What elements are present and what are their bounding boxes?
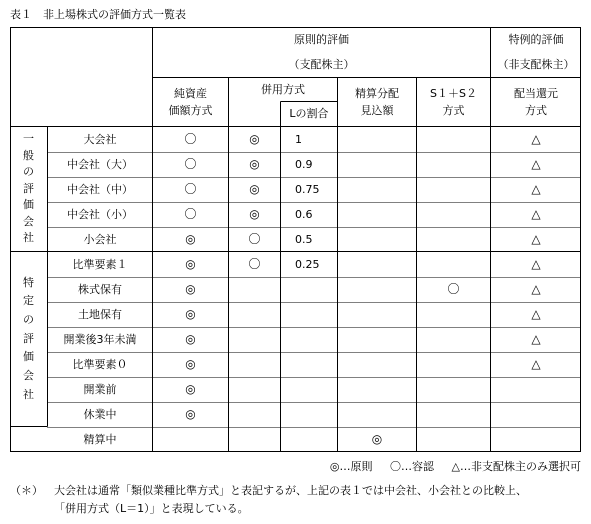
row-label: 休業中 (83, 407, 117, 421)
cell-comb (229, 427, 280, 452)
footnote-mark: （＊） (10, 484, 43, 497)
group-char: 会 (23, 369, 34, 383)
footnote (10, 482, 527, 517)
cell-l (281, 402, 337, 427)
header-liquidation-line1: 精算分配 (355, 86, 399, 100)
cell-liq (338, 177, 416, 202)
cell-l: 0.6 (295, 207, 313, 221)
row-label: 精算中 (83, 432, 117, 446)
cell-liq (338, 402, 416, 427)
header-special: 特例的評価 (508, 32, 564, 46)
cell-l (281, 352, 337, 377)
cell-net: 〇 (184, 131, 197, 146)
cell-div (491, 427, 581, 452)
cell-s1s2 (417, 302, 490, 327)
cell-div (491, 402, 581, 427)
cell-comb (229, 327, 280, 352)
cell-liq (338, 302, 416, 327)
cell-div (491, 377, 581, 402)
cell-net: ◎ (185, 381, 196, 396)
header-s1s2-line1: S１＋S２ (430, 86, 477, 100)
cell-div: △ (531, 156, 541, 171)
group-char: 特 (23, 275, 34, 289)
header-liquidation (338, 78, 416, 126)
row-label: 大会社 (83, 132, 117, 146)
header-dividend-line1: 配当還元 (514, 86, 558, 100)
group-char: 定 (23, 294, 34, 308)
cell-net: 〇 (184, 206, 197, 221)
cell-liq (338, 252, 416, 277)
row-label: 土地保有 (78, 307, 122, 321)
cell-comb: ◎ (249, 181, 260, 196)
cell-l: 0.75 (295, 182, 320, 196)
row-label: 開業前 (83, 382, 117, 396)
header-special-sub: （非支配株主） (497, 57, 575, 71)
legend-nonctrl: △…非支配株主のみ選択可 (451, 460, 581, 473)
cell-net: ◎ (185, 231, 196, 246)
cell-liq (338, 127, 416, 152)
legend (316, 458, 581, 474)
header-net-assets-line1: 純資産 (174, 86, 207, 100)
cell-l (281, 302, 337, 327)
cell-comb: 〇 (248, 231, 261, 246)
cell-comb (229, 352, 280, 377)
cell-div: △ (531, 206, 541, 221)
row-label: 株式保有 (78, 282, 122, 296)
cell-div: △ (531, 356, 541, 371)
header-principle-sub: （支配株主） (288, 57, 355, 71)
cell-liq (338, 352, 416, 377)
cell-liq (338, 202, 416, 227)
group-char: 価 (23, 198, 34, 212)
cell-comb: 〇 (248, 256, 261, 271)
valuation-table (10, 27, 581, 452)
cell-s1s2 (417, 402, 490, 427)
row-label: 中会社（大） (67, 157, 133, 171)
group-char: 社 (23, 231, 34, 245)
row-label: 中会社（中） (67, 182, 133, 196)
cell-net (153, 427, 228, 452)
cell-comb (229, 402, 280, 427)
group-char: の (23, 165, 34, 179)
cell-net: ◎ (185, 281, 196, 296)
cell-s1s2 (417, 152, 490, 177)
cell-s1s2 (417, 227, 490, 252)
cell-l: 0.25 (295, 257, 320, 271)
row-label: 小会社 (83, 232, 117, 246)
group-char: 般 (23, 148, 34, 162)
cell-liq (338, 327, 416, 352)
row-label: 比準要素０ (72, 357, 128, 371)
cell-net: ◎ (185, 256, 196, 271)
cell-liq (338, 152, 416, 177)
header-s1s2 (417, 78, 490, 126)
cell-liq (338, 377, 416, 402)
group-char: 評 (23, 181, 34, 195)
group-general-label (10, 127, 47, 251)
cell-div: △ (531, 331, 541, 346)
cell-div: △ (531, 281, 541, 296)
header-combined: 併用方式 (261, 82, 305, 96)
group-char: 社 (23, 387, 34, 401)
row-label: 比準要素１ (72, 257, 128, 271)
cell-s1s2 (417, 127, 490, 152)
footnote-line1: 大会社は通常「類似業種比準方式」と表記するが、上記の表１では中会社、小会社との比較上、 (54, 484, 527, 497)
header-liquidation-line2: 見込額 (360, 104, 394, 117)
table-caption: 表１ 非上場株式の評価方式一覧表 (10, 8, 186, 21)
cell-comb: ◎ (249, 131, 260, 146)
legend-principle: ◎…原則 (329, 460, 373, 473)
cell-div: △ (531, 231, 541, 246)
cell-s1s2: 〇 (447, 281, 460, 296)
header-principle: 原則的評価 (294, 32, 349, 46)
group-char: 一 (23, 132, 34, 146)
cell-l: 0.9 (295, 157, 313, 171)
cell-net: ◎ (185, 331, 196, 346)
cell-l: 0.5 (295, 232, 313, 246)
group-char: の (23, 312, 34, 326)
row-label: 中会社（小） (67, 207, 133, 221)
cell-div: △ (531, 131, 541, 146)
cell-l (281, 327, 337, 352)
footnote-line2: 「併用方式（L＝1）」と表現している。 (54, 501, 249, 515)
cell-l: 1 (295, 132, 302, 146)
cell-liq: ◎ (371, 431, 383, 446)
group-specific-label (10, 252, 47, 426)
cell-l (281, 277, 337, 302)
header-l-ratio: Lの割合 (289, 107, 329, 121)
cell-l (281, 427, 337, 452)
cell-net: ◎ (185, 306, 196, 321)
cell-comb: ◎ (249, 156, 260, 171)
header-s1s2-line2: 方式 (442, 104, 465, 117)
header-net-assets-line2: 価額方式 (168, 104, 213, 117)
cell-l (281, 377, 337, 402)
row-label: 開業後3年未満 (63, 332, 137, 346)
cell-liq (338, 277, 416, 302)
cell-s1s2 (417, 327, 490, 352)
header-dividend-line2: 方式 (525, 104, 547, 117)
group-char: 会 (23, 214, 34, 228)
header-dividend (491, 78, 581, 126)
legend-allowed: 〇…容認 (390, 460, 435, 473)
cell-net: 〇 (184, 181, 197, 196)
cell-s1s2 (417, 377, 490, 402)
cell-comb (229, 302, 280, 327)
cell-net: ◎ (185, 356, 196, 371)
cell-net: 〇 (184, 156, 197, 171)
cell-s1s2 (417, 252, 490, 277)
cell-net: ◎ (185, 406, 196, 421)
cell-s1s2 (417, 427, 490, 452)
cell-div: △ (531, 306, 541, 321)
cell-comb (229, 377, 280, 402)
cell-div: △ (531, 256, 541, 271)
cell-comb: ◎ (249, 206, 260, 221)
cell-div: △ (531, 181, 541, 196)
header-net-assets (153, 78, 228, 126)
cell-s1s2 (417, 177, 490, 202)
cell-s1s2 (417, 202, 490, 227)
group-char: 価 (23, 350, 34, 364)
cell-comb (229, 277, 280, 302)
cell-liq (338, 227, 416, 252)
cell-s1s2 (417, 352, 490, 377)
group-char: 評 (23, 331, 34, 345)
